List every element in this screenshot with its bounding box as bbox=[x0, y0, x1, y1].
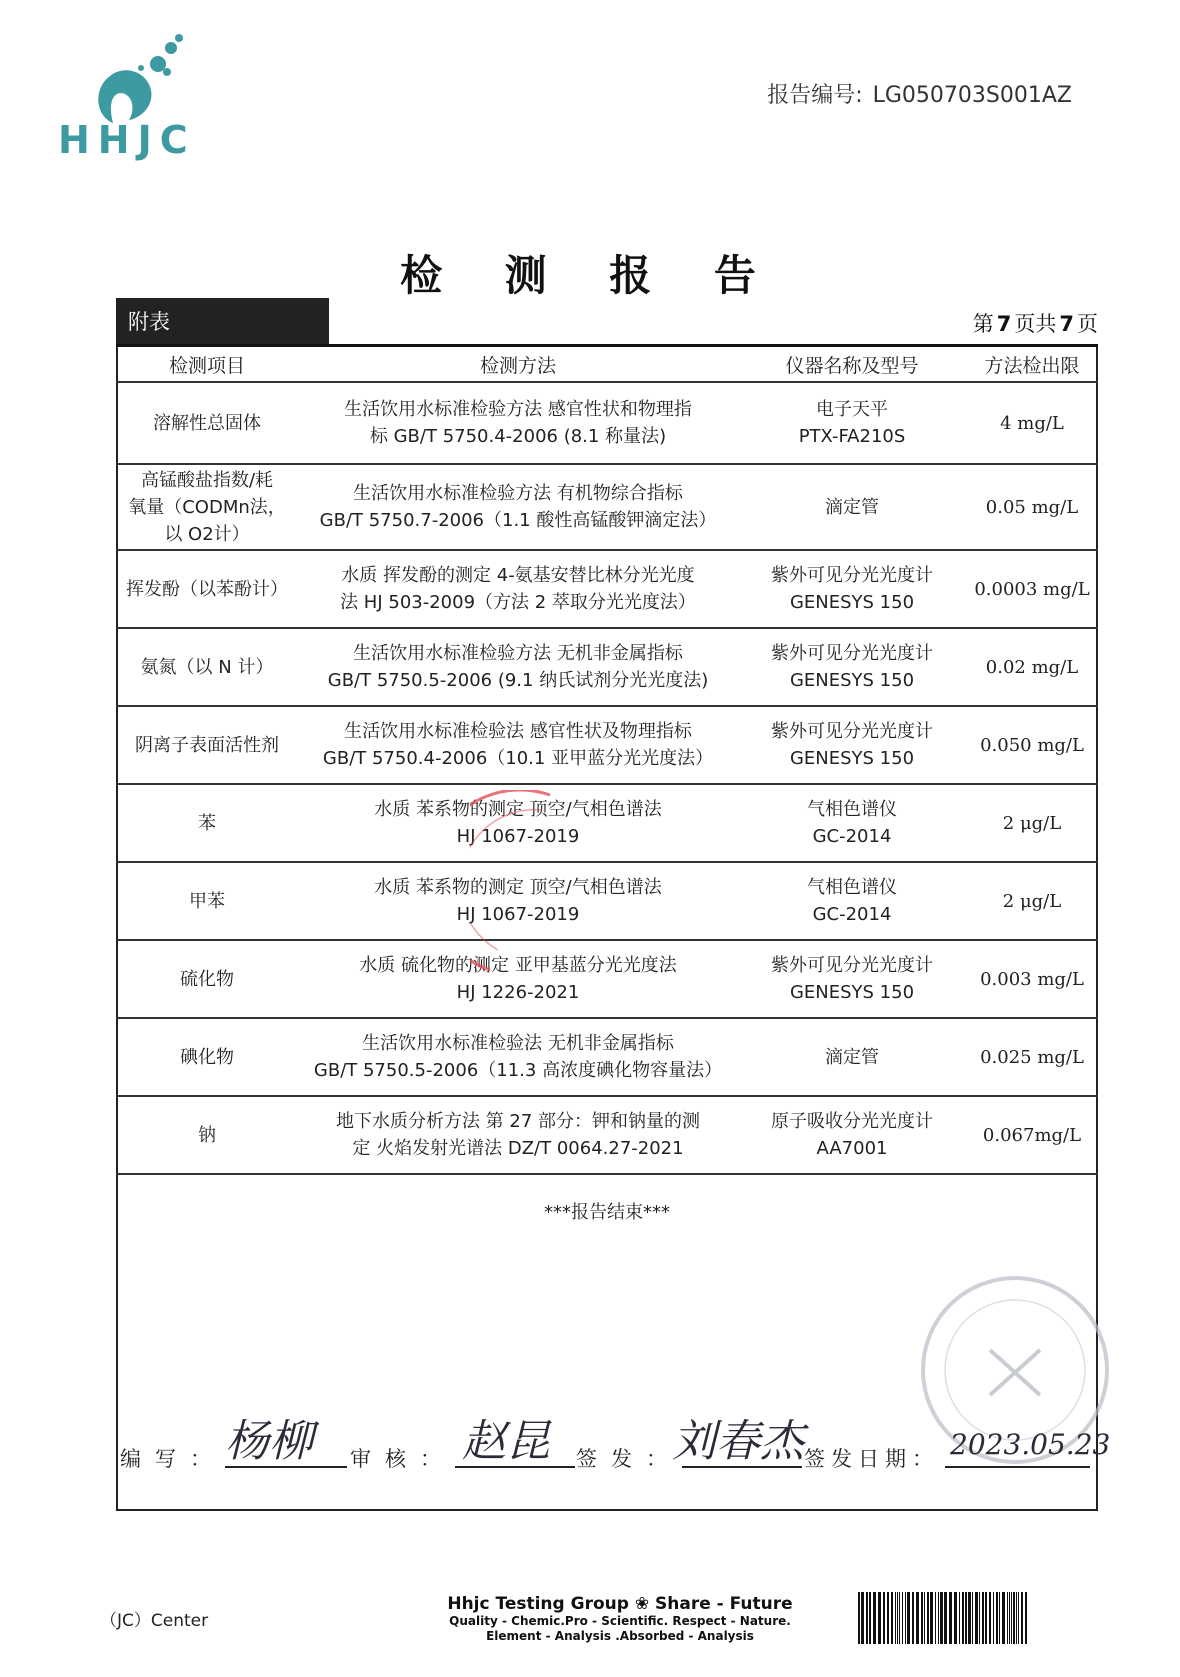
test-method bbox=[298, 1096, 738, 1174]
barcode-bar bbox=[895, 1592, 896, 1644]
test-method bbox=[298, 382, 738, 464]
table-row bbox=[116, 550, 1098, 628]
test-method-line: 标 GB/T 5750.4-2006 (8.1 称量法) bbox=[369, 426, 667, 447]
test-item bbox=[116, 940, 298, 1018]
test-method-line: 生活饮用水标准检验方法 有机物综合指标 bbox=[353, 483, 683, 504]
red-seal-stamp bbox=[470, 790, 590, 980]
test-method-line: 法 HJ 503-2009（方法 2 萃取分光光度法） bbox=[340, 592, 696, 613]
barcode-bar bbox=[972, 1592, 973, 1644]
test-item-line: 挥发酚（以苯酚计） bbox=[126, 578, 288, 600]
barcode-bar bbox=[962, 1592, 964, 1644]
test-method-line: 生活饮用水标准检验法 感官性状及物理指标 bbox=[344, 721, 692, 742]
barcode-bar bbox=[949, 1592, 952, 1644]
barcode-bar bbox=[968, 1592, 971, 1644]
reviewer-line bbox=[455, 1466, 575, 1468]
barcode-bar bbox=[883, 1592, 885, 1644]
issue-date-handwritten: 2023.05.23 bbox=[950, 1428, 1111, 1461]
instrument-line: 滴定管 bbox=[825, 1046, 879, 1068]
barcode-bar bbox=[1016, 1592, 1017, 1644]
barcode-bar bbox=[1013, 1592, 1015, 1644]
barcode-bar bbox=[979, 1592, 980, 1644]
barcode-bar bbox=[912, 1592, 914, 1644]
test-method-line: HJ 1067-2019 bbox=[456, 826, 580, 847]
page-mid: 页共 bbox=[1014, 312, 1057, 336]
logo-text: HHJC bbox=[58, 118, 196, 162]
footer-slogan bbox=[380, 1594, 860, 1644]
test-item bbox=[116, 628, 298, 706]
detection-limit: 0.025 mg/L bbox=[966, 1018, 1098, 1096]
detection-limit: 0.050 mg/L bbox=[966, 706, 1098, 784]
barcode-bar bbox=[1018, 1592, 1019, 1644]
test-item-line: 高锰酸盐指数/耗 bbox=[140, 469, 274, 491]
compiler-label: 编写： bbox=[120, 1447, 225, 1471]
footer-line-2: Quality - Chemic.Pro - Scientific. Respect - Nature. bbox=[449, 1614, 791, 1628]
barcode-bar bbox=[861, 1592, 864, 1644]
test-item bbox=[116, 784, 298, 862]
instrument bbox=[738, 550, 966, 628]
instrument-line: 气相色谱仪 bbox=[807, 799, 897, 820]
instrument-line: GENESYS 150 bbox=[789, 592, 915, 613]
test-item-line: 阴离子表面活性剂 bbox=[135, 734, 279, 756]
reviewer-signature: 赵昆 bbox=[462, 1416, 550, 1467]
test-method bbox=[298, 464, 738, 550]
test-item-line: 氨氮（以 N 计） bbox=[140, 656, 274, 678]
instrument-line: 气相色谱仪 bbox=[807, 877, 897, 898]
approver-label: 签发： bbox=[576, 1447, 681, 1471]
instrument bbox=[738, 784, 966, 862]
barcode-bar bbox=[916, 1592, 919, 1644]
header-item: 检测项目 bbox=[116, 348, 298, 382]
barcode-bar bbox=[930, 1592, 933, 1644]
test-method-line: 生活饮用水标准检验方法 感官性状和物理指 bbox=[344, 399, 692, 420]
table-header-row bbox=[116, 348, 1098, 382]
date-label: 签发日期： bbox=[804, 1447, 939, 1471]
barcode-bar bbox=[1021, 1592, 1023, 1644]
instrument bbox=[738, 1018, 966, 1096]
barcode-bar bbox=[924, 1592, 925, 1644]
report-title: 检 测 报 告 bbox=[400, 251, 780, 300]
detection-limit: 0.003 mg/L bbox=[966, 940, 1098, 1018]
report-number bbox=[767, 78, 1072, 109]
barcode-bar bbox=[902, 1592, 903, 1644]
page-count bbox=[973, 308, 1098, 338]
test-method-line: GB/T 5750.4-2006（10.1 亚甲蓝分光光度法） bbox=[322, 748, 714, 769]
table-row bbox=[116, 784, 1098, 862]
test-method bbox=[298, 1018, 738, 1096]
instrument-line: 原子吸收分光光度计 bbox=[771, 1111, 933, 1132]
test-method-line: HJ 1067-2019 bbox=[456, 904, 580, 925]
appendix-tab: 附表 bbox=[116, 298, 329, 344]
detection-limit: 0.05 mg/L bbox=[966, 464, 1098, 550]
footer-line-1: Hhjc Testing Group ❀ Share - Future bbox=[447, 1594, 793, 1614]
test-item bbox=[116, 1096, 298, 1174]
detection-limit: 0.02 mg/L bbox=[966, 628, 1098, 706]
barcode-bar bbox=[938, 1592, 939, 1644]
reviewer-label: 审核： bbox=[350, 1447, 455, 1471]
page-post: 页 bbox=[1077, 312, 1098, 336]
test-method-line: HJ 1226-2021 bbox=[456, 982, 580, 1003]
instrument-line: AA7001 bbox=[816, 1138, 888, 1159]
table-row bbox=[116, 1096, 1098, 1174]
detection-limit: 0.0003 mg/L bbox=[966, 550, 1098, 628]
table-row bbox=[116, 862, 1098, 940]
test-item bbox=[116, 706, 298, 784]
instrument-line: PTX-FA210S bbox=[798, 426, 906, 447]
barcode-bar bbox=[935, 1592, 936, 1644]
test-item-line: 苯 bbox=[198, 812, 216, 834]
barcode-bar bbox=[1002, 1592, 1005, 1644]
instrument-line: GENESYS 150 bbox=[789, 982, 915, 1003]
footer-center-label: （JC）Center bbox=[100, 1611, 209, 1631]
barcode-bar bbox=[878, 1592, 881, 1644]
test-item-line: 碘化物 bbox=[180, 1046, 234, 1068]
barcode-bar bbox=[905, 1592, 906, 1644]
table-row bbox=[116, 382, 1098, 464]
barcode-bar bbox=[993, 1592, 994, 1644]
frame-top-rule bbox=[116, 344, 1098, 347]
test-item-line: 硫化物 bbox=[180, 968, 234, 990]
instrument-line: GENESYS 150 bbox=[789, 748, 915, 769]
table-row bbox=[116, 940, 1098, 1018]
barcode-bar bbox=[891, 1592, 893, 1644]
barcode bbox=[858, 1592, 1028, 1644]
test-method-line: GB/T 5750.5-2006 (9.1 纳氏试剂分光光度法) bbox=[327, 670, 709, 691]
barcode-bar bbox=[965, 1592, 967, 1644]
test-method-line: 生活饮用水标准检验法 无机非金属指标 bbox=[362, 1033, 674, 1054]
test-method-line: 地下水质分析方法 第 27 部分：钾和钠量的测 bbox=[335, 1111, 701, 1132]
page-pre: 第 bbox=[972, 312, 994, 336]
table-row bbox=[116, 706, 1098, 784]
barcode-bar bbox=[1009, 1592, 1010, 1644]
instrument bbox=[738, 706, 966, 784]
barcode-bar bbox=[899, 1592, 900, 1644]
barcode-bar bbox=[940, 1592, 943, 1644]
approver-line bbox=[682, 1466, 802, 1468]
instrument bbox=[738, 382, 966, 464]
barcode-bar bbox=[959, 1592, 960, 1644]
test-method-line: GB/T 5750.7-2006（1.1 酸性高锰酸钾滴定法） bbox=[319, 510, 717, 531]
test-item-line: 以 O2计） bbox=[164, 523, 250, 545]
table-row bbox=[116, 1018, 1098, 1096]
instrument bbox=[738, 1096, 966, 1174]
header-limit: 方法检出限 bbox=[966, 348, 1098, 382]
date-line bbox=[945, 1466, 1090, 1468]
test-methods-table bbox=[116, 348, 1098, 1175]
instrument-line: 滴定管 bbox=[825, 496, 879, 518]
test-item-line: 溶解性总固体 bbox=[153, 412, 261, 434]
test-method-line: 生活饮用水标准检验方法 无机非金属指标 bbox=[353, 643, 683, 664]
instrument-line: GENESYS 150 bbox=[789, 670, 915, 691]
detection-limit: 2 μg/L bbox=[966, 862, 1098, 940]
detection-limit: 0.067mg/L bbox=[966, 1096, 1098, 1174]
barcode-bar bbox=[999, 1592, 1000, 1644]
test-item bbox=[116, 1018, 298, 1096]
approver-signature: 刘春杰 bbox=[672, 1416, 804, 1467]
table-row bbox=[116, 464, 1098, 550]
instrument-line: 电子天平 bbox=[816, 399, 888, 420]
instrument bbox=[738, 628, 966, 706]
test-method-line: 水质 苯系物的测定 顶空/气相色谱法 bbox=[374, 799, 662, 820]
page-total: 7 bbox=[1059, 312, 1074, 336]
instrument bbox=[738, 862, 966, 940]
barcode-bar bbox=[869, 1592, 871, 1644]
instrument bbox=[738, 940, 966, 1018]
instrument-line: GC-2014 bbox=[812, 826, 892, 847]
instrument-line: 紫外可见分光光度计 bbox=[771, 565, 933, 586]
table-row bbox=[116, 628, 1098, 706]
test-item bbox=[116, 464, 298, 550]
barcode-bar bbox=[873, 1592, 876, 1644]
barcode-bar bbox=[985, 1592, 987, 1644]
footer-line-3: Element - Analysis .Absorbed - Analysis bbox=[486, 1629, 754, 1643]
instrument-line: 紫外可见分光光度计 bbox=[771, 721, 933, 742]
test-method bbox=[298, 628, 738, 706]
end-of-report-note: ***报告结束*** bbox=[544, 1202, 670, 1223]
barcode-bar bbox=[944, 1592, 947, 1644]
test-item bbox=[116, 382, 298, 464]
test-method bbox=[298, 706, 738, 784]
barcode-bar bbox=[975, 1592, 978, 1644]
detection-limit: 4 mg/L bbox=[966, 382, 1098, 464]
barcode-bar bbox=[1025, 1592, 1027, 1644]
test-method-line: GB/T 5750.5-2006（11.3 高浓度碘化物容量法） bbox=[313, 1060, 723, 1081]
barcode-bar bbox=[982, 1592, 984, 1644]
test-item-line: 氧量（CODMn法， bbox=[128, 496, 286, 518]
barcode-bar bbox=[996, 1592, 998, 1644]
test-method-line: 水质 硫化物的测定 亚甲基蓝分光光度法 bbox=[359, 955, 677, 976]
test-method bbox=[298, 550, 738, 628]
barcode-bar bbox=[907, 1592, 910, 1644]
instrument-line: 紫外可见分光光度计 bbox=[771, 643, 933, 664]
report-number-value: LG050703S001AZ bbox=[872, 83, 1072, 108]
barcode-bar bbox=[921, 1592, 923, 1644]
detection-limit: 2 μg/L bbox=[966, 784, 1098, 862]
compiler-signature: 杨柳 bbox=[225, 1416, 313, 1467]
compiler-line bbox=[225, 1466, 347, 1468]
header-method: 检测方法 bbox=[298, 348, 738, 382]
barcode-bar bbox=[954, 1592, 957, 1644]
test-item bbox=[116, 550, 298, 628]
barcode-bar bbox=[1011, 1592, 1012, 1644]
table-body bbox=[116, 382, 1098, 1174]
barcode-bar bbox=[989, 1592, 991, 1644]
test-method-line: 定 火焰发射光谱法 DZ/T 0064.27-2021 bbox=[352, 1138, 684, 1159]
barcode-bar bbox=[858, 1592, 860, 1644]
instrument-line: GC-2014 bbox=[812, 904, 892, 925]
test-method-line: 水质 苯系物的测定 顶空/气相色谱法 bbox=[374, 877, 662, 898]
test-item-line: 甲苯 bbox=[189, 890, 225, 912]
header-instrument: 仪器名称及型号 bbox=[738, 348, 966, 382]
test-method-line: 水质 挥发酚的测定 4-氨基安替比林分光光度 bbox=[341, 565, 695, 586]
report-number-label: 报告编号: bbox=[767, 83, 863, 108]
barcode-bar bbox=[897, 1592, 898, 1644]
test-item-line: 钠 bbox=[198, 1124, 216, 1146]
instrument bbox=[738, 464, 966, 550]
instrument-line: 紫外可见分光光度计 bbox=[771, 955, 933, 976]
barcode-bar bbox=[887, 1592, 889, 1644]
barcode-bar bbox=[927, 1592, 929, 1644]
barcode-bar bbox=[866, 1592, 868, 1644]
barcode-bar bbox=[1007, 1592, 1008, 1644]
test-item bbox=[116, 862, 298, 940]
page-current: 7 bbox=[996, 312, 1012, 336]
